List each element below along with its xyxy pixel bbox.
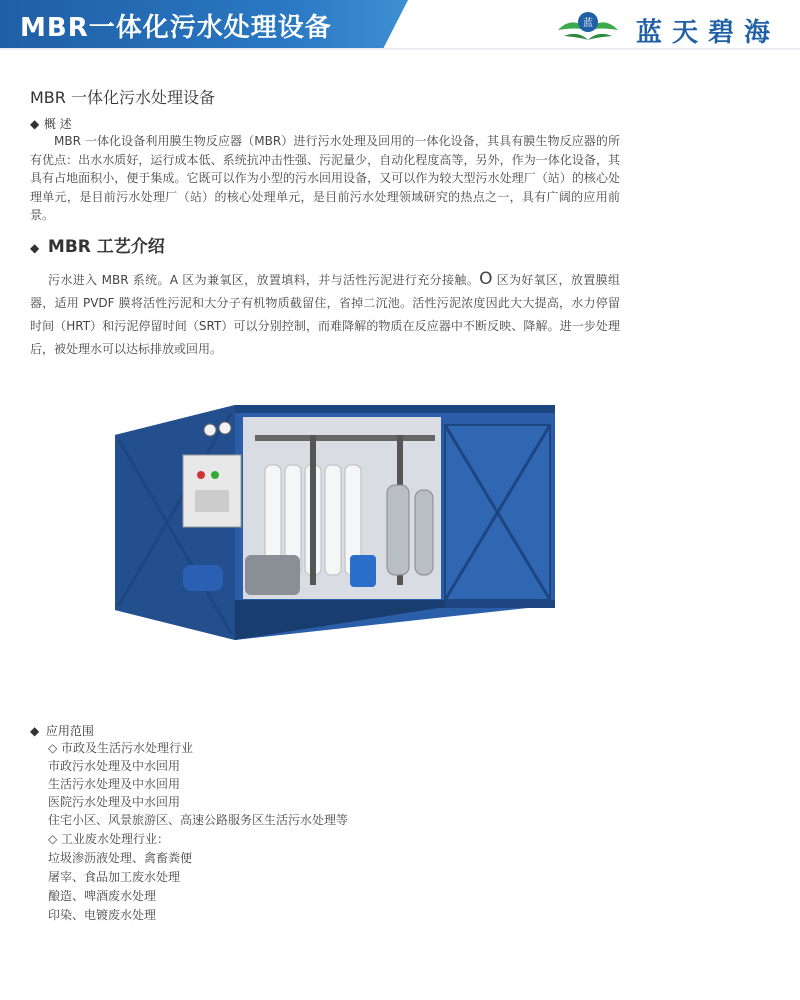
- bullet-icon: ◆: [30, 241, 40, 255]
- banner-title: MBR一体化污水处理设备: [20, 13, 332, 43]
- process-text-o: O: [479, 269, 493, 289]
- logo-text: 蓝天碧海: [636, 18, 781, 48]
- application-item: ◇ 工业废水处理行业：: [48, 832, 170, 846]
- application-item: 印染、电镀废水处理: [48, 908, 157, 922]
- overview-paragraph: MBR 一体化设备利用膜生物反应器（MBR）进行污水处理及回用的一体化设备，其具有膜生物反应器的所有优点：出水水质好，运行成本低、系统抗冲击性强、污泥量少，自动化程度高等，另外，作为一体化设备，其具有占地面积小，便于集成。它既可以作为小型的污水回用设备，又可以作为较大型污水处理厂（站）的核心处理单元，是目前污水处理厂（站）的核心处理单元，是目前污水处理领域研究的热点之一，具有广阔的应用前景。: [30, 134, 620, 222]
- logo-emblem-char: 蓝: [583, 18, 593, 29]
- process-text-a: 污水进入 MBR 系统。A 区为兼氧区，放置填料，并与活性污泥进行充分接触。: [48, 273, 480, 287]
- process-heading-label: MBR 工艺介绍: [47, 237, 165, 257]
- overview-heading: [30, 115, 72, 132]
- application-item: 住宅小区、风景旅游区、高速公路服务区生活污水处理等: [48, 813, 349, 827]
- application-item: ◇ 市政及生活污水处理行业: [48, 741, 194, 755]
- logo-emblem-icon: [556, 8, 620, 46]
- application-item: 医院污水处理及中水回用: [48, 795, 181, 809]
- application-item: 生活污水处理及中水回用: [48, 777, 181, 791]
- process-text-b: 区为好氧区，放置膜组器，适用 PVDF 膜将活性污泥和大分子有机物质截留住，省掉二沉池。活性污泥浓度因此大大提高，水力停留时间（HRT）和污泥停留时间（SRT）可以分别控制，而难降解的物质在反应器中不断反映、降解。进一步处理后，被处理水可以达标排放或回用。: [30, 273, 620, 356]
- company-logo: [556, 8, 796, 48]
- application-item: 屠宰、食品加工废水处理: [48, 870, 181, 884]
- application-item: 垃圾渗沥液处理、禽畜粪便: [48, 851, 193, 865]
- applications-heading: [30, 722, 94, 739]
- application-item: 酿造、啤酒废水处理: [48, 889, 157, 903]
- document-title: MBR 一体化污水处理设备: [30, 88, 215, 107]
- application-item: 市政污水处理及中水回用: [48, 759, 181, 773]
- process-heading: [30, 232, 165, 257]
- bullet-icon: ◆: [30, 117, 40, 131]
- process-paragraph: [30, 268, 620, 361]
- bullet-icon: ◆: [30, 724, 40, 738]
- mbr-equipment-image: [105, 395, 565, 655]
- overview-heading-label: 概 述: [43, 117, 72, 131]
- applications-heading-label: 应用范围: [45, 724, 94, 738]
